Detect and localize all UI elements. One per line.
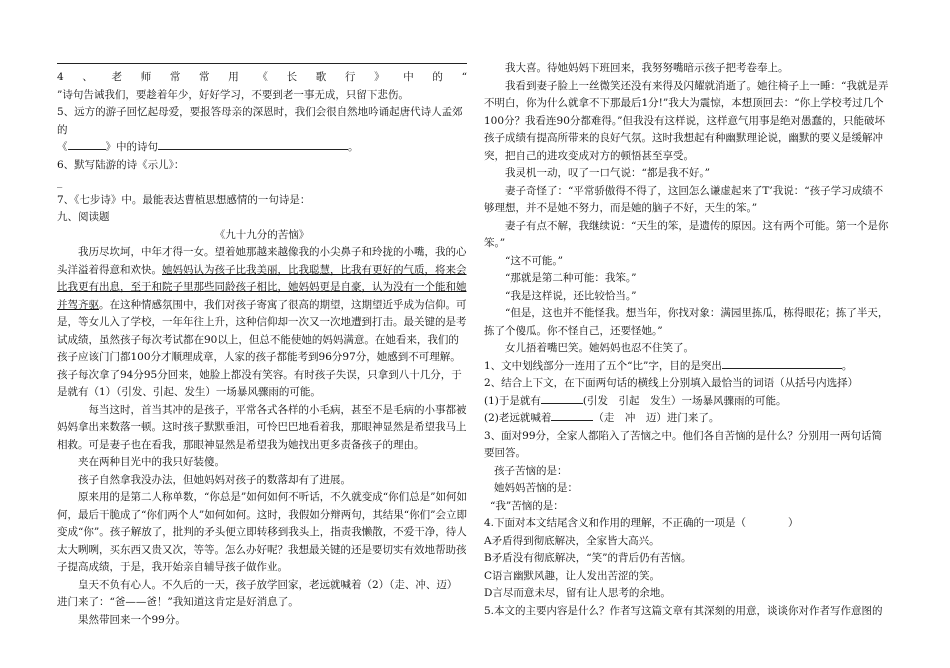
- story-paragraph-r9: “但是，这也并不能怪我。想当年，你找对象：满园里拣瓜，栋得眼花；拣了半天，拣了个傻瓜。你不怪自己，还要怪她。”: [484, 307, 889, 337]
- q4-char: 常: [169, 71, 181, 83]
- story-paragraph-5: 原来用的是第二人称单数，“你总是”如何如何不听话，不久就变成“你们总是”如何如何，最后干脆成了“你们两个人”如何如何。这时，我假如分辩两句，其结果“你们”会立即变成“你”。孩子解放了，批判的矛头便立即转移到我头上，指责我懒散，不爱干净，待人太大咧咧，买东西又贵又次，等等。怎么办好呢？我想最关键的还是要切实有效地帮助孩子提高成绩，于是，我开始亲自辅导孩子做作业。: [57, 491, 467, 573]
- question-r2-2: [484, 410, 892, 428]
- top-rule: [57, 63, 467, 64]
- q3-mother-answer[interactable]: 她妈妈苦恼的是：: [494, 482, 578, 494]
- section-9-heading: 九、阅读题: [57, 211, 110, 223]
- q4-char: 4: [57, 71, 64, 83]
- q5-verse-blank[interactable]: [158, 149, 348, 150]
- question-r5: 5.本文的主要内容是什么？作者写这篇文章有其深刻的用意，谈谈你对作者写作意图的: [484, 604, 883, 617]
- q2-1-blank[interactable]: [541, 403, 583, 404]
- q3-me-answer[interactable]: “我”苦恼的是：: [490, 499, 564, 512]
- question-5-line2: [57, 139, 467, 157]
- story-paragraph-r1: 我大喜。待她妈妈下班回来，我努努嘴暗示孩子把考卷奉上。: [505, 62, 789, 74]
- right-column: [484, 60, 892, 620]
- question-r1: [484, 358, 892, 376]
- q2-1-text: (1)于是就有: [484, 394, 541, 407]
- q4-option-b[interactable]: B矛盾没有彻底解决，“笑”的背后仍有苦恼。: [484, 552, 692, 564]
- question-6: 6、默写陆游的诗《示儿》：: [57, 158, 185, 171]
- question-r4: 4.下面对本文结尾含义和作用的理解，不正确的一项是（ ）: [484, 517, 799, 529]
- story-title: 《九十九分的苦恼》: [214, 228, 310, 241]
- q4-char: 长: [286, 71, 298, 83]
- story-paragraph-6: 皇天不负有心人。不久后的一天，孩子放学回家，老远就喊着（2）（走、冲、迈）进门来了：“爸——爸！”我知道这肯定是好消息了。: [57, 578, 458, 608]
- story-paragraph-r8: “我是这样说，还比较恰当。”: [505, 289, 637, 302]
- story-paragraph-r5: 妻子有点不解，我继续说：“天生的笨，是遗传的原因。这有两个可能。第一个是你笨。”: [484, 219, 889, 249]
- p1-underlined: 她妈妈认为孩子比我美丽，比我聪慧，比我有更好的气质，将来会比我更有出息，至于和院子里那些同龄孩子相比，她妈妈更是自豪，认为没有一个能和她并驾齐驱: [57, 263, 467, 311]
- q4-char: 歌: [315, 71, 327, 83]
- question-r3: 3、面对99分，全家人都陷入了苦恼之中。他们各自苦恼的是什么？分别用一两句话简要回答。: [484, 429, 883, 459]
- q2-2-options: （走 冲 迈）进门来了。: [593, 412, 720, 424]
- story-paragraph-4: 孩子自然拿我没办法，但她妈妈对孩子的数落却有了进展。: [78, 473, 351, 486]
- q2-2-text: (2)老远就喊着: [484, 412, 552, 424]
- q4-char: 用: [228, 71, 239, 83]
- question-r2-1: [484, 393, 892, 411]
- q4-char: 、: [82, 71, 93, 83]
- q1-blank[interactable]: [722, 368, 842, 369]
- q4-char: 老: [111, 71, 123, 83]
- q4-char: 师: [140, 71, 152, 83]
- story-paragraph-2: 每当这时，首当其冲的是孩子，平常各式各样的小毛病，甚至不是毛病的小事都被妈妈拿出来数落一顿。这时孩子默默垂泪，可怜巴巴地看着我，那眼神显然是希望我马上相救。可是妻子也在看我，那眼神显然是希望我为她找出更多责备孩子的理由。: [57, 403, 467, 451]
- question-5-line1: 5、远方的游子回忆起母爱，要报答母亲的深恩时，我们会很自然地吟诵起唐代诗人孟郊的: [57, 106, 463, 136]
- q2-1-options: (引发 引起 发生）一场暴风骤雨的可能。: [582, 394, 787, 407]
- question-4-line1: [57, 69, 467, 87]
- story-paragraph-r3: 我灵机一动，叹了一口气说：“都是我不好。”: [505, 167, 710, 179]
- q3-child-answer[interactable]: 孩子苦恼的是：: [494, 464, 568, 477]
- question-4-line2: ”诗句告诫我们，要趁着年少，好好学习，不要到老一事无成，只留下悲伤。: [57, 88, 409, 101]
- q4-char: 的: [432, 71, 443, 83]
- q4-char: 中: [403, 71, 414, 83]
- q4-char: “: [461, 71, 467, 83]
- left-column: [57, 69, 467, 629]
- q5-mid: 》中的诗句: [105, 141, 158, 153]
- story-paragraph-7: 果然带回来一个99分。: [78, 613, 186, 626]
- story-paragraph-r4: 妻子奇怪了：“平常骄傲得不得了，这回怎么谦虚起来了T’我说：“孩子学习成绩不够理想，并不是她不努力，而是她的脑子不好，天生的笨。”: [484, 184, 884, 214]
- q5-title-blank[interactable]: [68, 149, 106, 150]
- q4-option-c[interactable]: C语言幽默风趣，让人发出苦涩的笑。: [484, 569, 661, 582]
- q2-2-blank[interactable]: [551, 420, 593, 421]
- q5-open: 《: [57, 141, 68, 153]
- story-paragraph-1: [57, 244, 467, 402]
- story-paragraph-r6: “这不可能。”: [505, 254, 563, 267]
- q1-end: 。: [841, 359, 853, 372]
- q4-char: 行: [344, 71, 356, 83]
- story-paragraph-r7: “那就是第二种可能：我笨。”: [505, 272, 637, 284]
- question-7: 7、《七步诗》中。最能表达曹植思想感情的一句诗是：: [57, 193, 311, 206]
- q4-char: 《: [257, 71, 268, 83]
- story-paragraph-3: 夹在两种目光中的我只好装傻。: [78, 456, 225, 468]
- q4-char: 常: [199, 71, 210, 83]
- q4-option-d[interactable]: D言尽而意未尽，留有让人思考的余地。: [484, 587, 671, 599]
- q5-end: 。: [348, 141, 359, 153]
- q1-text: 1、文中划线部分一连用了五个“比”字，目的是突出: [484, 359, 722, 372]
- question-r2: 2、结合上下文，在下面两句话的横线上分别填入最恰当的词语（从括号内选择）: [484, 377, 859, 389]
- question-6-blank[interactable]: _: [57, 176, 63, 188]
- q4-char: 》: [374, 71, 385, 83]
- story-paragraph-r10: 女儿捂着嘴巴笑。她妈妈也忍不住笑了。: [505, 342, 694, 354]
- p1-text-b: 。在这种情感氛围中，我们对孩子寄寓了很高的期望，这期望近乎成为信仰。可是，等女儿入了学校，一年年往上升，这种信仰却一次又一次地遭到打击。最关键的是考试成绩，虽然孩子每次考试都在90以上，但总不能使她的妈妈满意。在她看来，我们的孩子应该门门都100分才顺理成章，人家的孩子都能考到96分97分，她感到不可理解。孩子每次拿了94分95分回来，她脸上都没有笑容。有时孩子失误，只拿到八十几分，于是就有（1）（引发、引起、发生）一场暴风骤雨的可能。: [57, 298, 467, 398]
- q4-option-a[interactable]: A矛盾得到彻底解决，全家皆大高兴。: [484, 534, 660, 547]
- story-paragraph-r2: 我看到妻子脸上一丝微笑还没有来得及闪耀就消逝了。她往椅子上一睡：“我就是弄不明白，你为什么就拿不下那最后1分!”我大为震惊，本想顶回去：“你上学校考过几个100分？我看连90分都难得。”但我没有这样说，这样意气用事是绝对愚蠢的，只能破坏孩子成绩有提高所带来的良好气氛。这时我想起有种幽默理论说，幽默的要义是缓解冲突，把自己的进攻变成对方的顿悟甚至享受。: [484, 79, 889, 162]
- p1-text-a: 我历尽坎坷，中年才得一女。望着她那越来越像我的小尖鼻子和玲拢的小嘴，我的心头洋溢着得意和欢快。: [57, 246, 467, 276]
